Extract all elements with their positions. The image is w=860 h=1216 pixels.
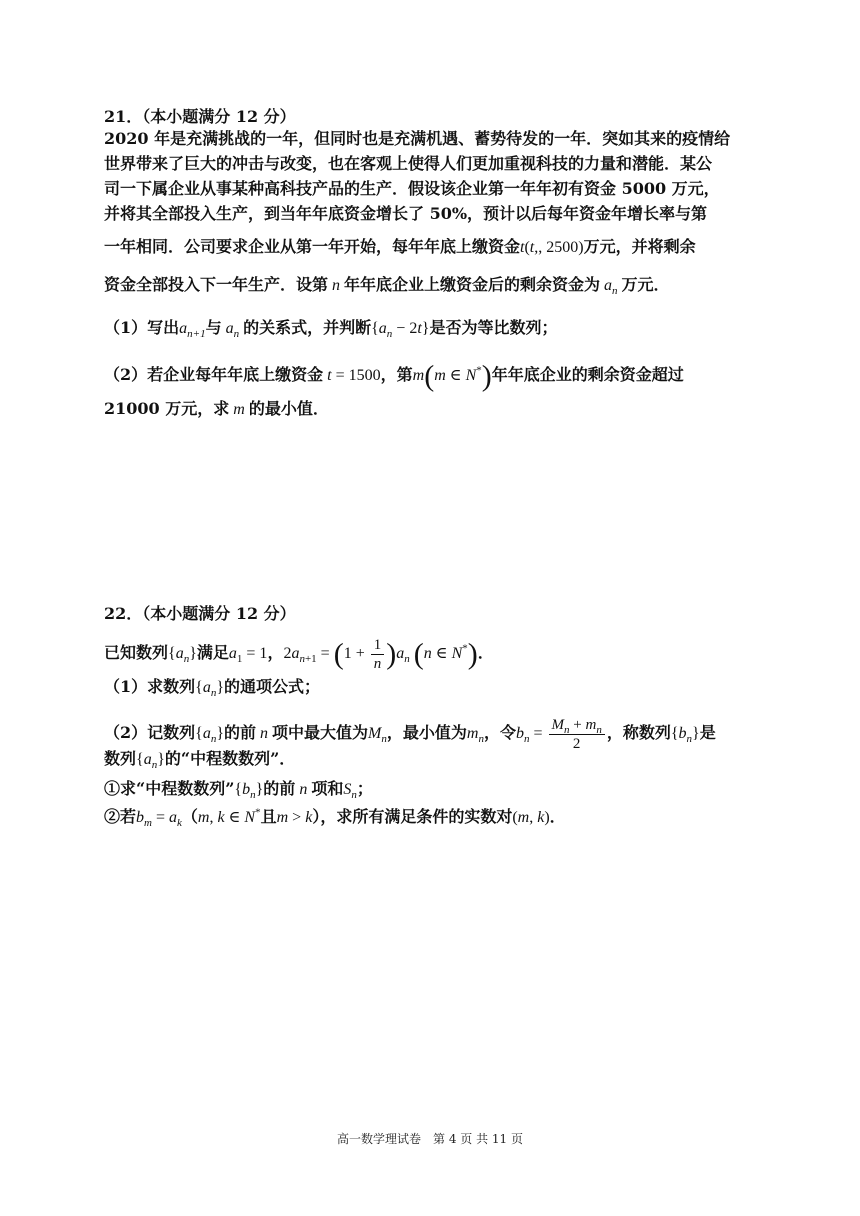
formula-bm-ak: $b_m = a_k$ bbox=[136, 809, 182, 830]
q21-line-6 bbox=[104, 274, 760, 297]
q22-sub-2-cont bbox=[104, 748, 760, 771]
formula-an: $a_n$ bbox=[600, 277, 618, 298]
q22-sub-1-a: （1）求数列 bbox=[104, 677, 196, 696]
q22-circle-1-c: 项和 bbox=[311, 779, 344, 798]
q21-sub-2-c: 年年底企业的剩余资金超过 bbox=[491, 365, 684, 384]
formula-seq-an-4: $\{a_n\}$ bbox=[136, 751, 165, 772]
q22-circle-1 bbox=[104, 778, 760, 801]
q22-sub-1-b: 的通项公式； bbox=[224, 677, 321, 696]
q21-sub-1-d: 是否为等比数列； bbox=[429, 318, 558, 337]
q22-sub-2-b: 的前 bbox=[224, 723, 257, 743]
q22-sub-2-c: 项中最大值为 bbox=[272, 723, 369, 743]
q21-line-5-a: 一年相同．公司要求企业从第一年开始，每年年底上缴资金 bbox=[104, 237, 521, 256]
q21-line-5 bbox=[104, 236, 760, 259]
q22-line-1-d: ． bbox=[477, 643, 494, 663]
q21-line-4: 并将其全部投入生产，到当年年底资金增长了 50%，预计以后每年资金年增长率与第 bbox=[104, 204, 708, 223]
formula-t-range: t(t,, 2500) bbox=[520, 239, 584, 256]
formula-seq-an-2: $\{a_n\}$ bbox=[195, 679, 225, 700]
q21-line-2: 世界带来了巨大的冲击与改变，也在客观上使得人们更加重视科技的力量和潜能．某公 bbox=[104, 154, 713, 173]
q22-circle-2-e: ． bbox=[549, 807, 566, 826]
q22-circle-2-a: ②若 bbox=[104, 807, 137, 826]
q22-sub-1 bbox=[104, 676, 760, 699]
formula-m: m bbox=[229, 401, 249, 418]
q22-heading: 22．（本小题满分 12 分） bbox=[104, 604, 296, 623]
q21-line-1: 2020 年是充满挑战的一年，但同时也是充满机遇、蓄势待发的一年．突如其来的疫情给 bbox=[104, 129, 731, 148]
formula-n: n bbox=[328, 277, 345, 294]
formula-pair-mk: (m, k) bbox=[512, 809, 550, 826]
formula-m-gt-k: m > k bbox=[276, 809, 313, 826]
formula-a1-1: $a_1 = 1$ bbox=[228, 645, 268, 666]
page-footer: 高一数学理试卷 第 4 页 共 11 页 bbox=[337, 1132, 523, 1146]
q22-line-1-b: 满足 bbox=[196, 643, 229, 663]
q21-sub-2-cont bbox=[104, 398, 760, 421]
q21-sub-2 bbox=[104, 359, 760, 393]
q22-sub-2-cont-a: 数列 bbox=[104, 749, 137, 768]
q22-sub-2-e: ，令 bbox=[483, 723, 516, 743]
formula-Sn: $S_n$ bbox=[343, 781, 357, 802]
q22-circle-1-a: ①求“中程数数列” bbox=[104, 779, 235, 798]
q21-line-6-b: 年年底企业上缴资金后的剩余资金为 bbox=[344, 275, 601, 294]
formula-m-in-n: m(m ∈ N*) bbox=[412, 359, 492, 393]
q22-circle-1-b: 的前 bbox=[263, 779, 296, 798]
q22-circle-1-d: ； bbox=[356, 779, 373, 798]
formula-n-2: n bbox=[256, 725, 273, 743]
q22-sub-2-g: 是 bbox=[699, 723, 716, 743]
q21-line-6-c: 万元． bbox=[621, 275, 670, 294]
formula-seq-bn-2: $\{b_n\}$ bbox=[234, 781, 264, 802]
formula-mk-in-n: m, k ∈ N* bbox=[197, 806, 261, 826]
formula-recurrence: $2a_{n+1} = (1$ + $\frac{1}{n}$ )$a_n$ (n ∈ N*) bbox=[283, 637, 478, 672]
formula-bn-def: $b_n$ = $\frac{M_n + m_n}{2}$ bbox=[516, 725, 607, 742]
q21-heading: 21．（本小题满分 12 分） bbox=[104, 107, 296, 126]
q21-sub-1 bbox=[104, 317, 760, 340]
q22-sub-2-a: （2）记数列 bbox=[104, 723, 196, 743]
formula-mn: $m_n$ bbox=[466, 725, 484, 746]
q21-line-5-b: 万元，并将剩余 bbox=[583, 237, 696, 256]
q22-sub-2-f: ，称数列 bbox=[606, 723, 671, 743]
formula-n-3: n bbox=[295, 781, 312, 798]
q22-line-1-c: ， bbox=[267, 643, 284, 663]
formula-Mn: $M_n$ bbox=[368, 725, 387, 746]
formula-an1: $a_{n+1}$ bbox=[179, 320, 206, 341]
q21-line-3: 司一下属企业从事某种高科技产品的生产．假设该企业第一年年初有资金 5000 万元， bbox=[104, 179, 720, 198]
q21-sub-2-b: ，第 bbox=[380, 365, 413, 384]
formula-an-minus-2t: $\{a_n - 2t\}$ bbox=[371, 320, 430, 341]
q22-line-1 bbox=[104, 636, 760, 673]
q21-sub-1-a: （1）写出 bbox=[104, 318, 180, 337]
formula-an-2: $a_n$ bbox=[221, 320, 240, 341]
q22-sub-2-cont-b: 的“中程数数列”． bbox=[164, 749, 296, 768]
formula-seq-bn: $\{b_n\}$ bbox=[670, 725, 700, 746]
formula-t-1500: t = 1500 bbox=[327, 367, 381, 384]
q21-sub-1-b: 与 bbox=[205, 318, 222, 337]
q22-circle-2-d: ），求所有满足条件的实数对 bbox=[312, 807, 513, 826]
q21-sub-2-a: （2）若企业每年年底上缴资金 bbox=[104, 365, 324, 384]
q21-line-6-a: 资金全部投入下一年生产．设第 bbox=[104, 275, 329, 294]
formula-seq-an-3: $\{a_n\}$ bbox=[195, 725, 225, 746]
formula-seq-an: $\{a_n\}$ bbox=[168, 645, 197, 666]
q22-line-1-a: 已知数列 bbox=[104, 643, 169, 663]
q22-circle-2-c: 且 bbox=[260, 807, 277, 826]
q22-sub-2-d: ，最小值为 bbox=[386, 723, 467, 743]
q21-sub-2-e: 的最小值． bbox=[248, 399, 329, 418]
q22-circle-2 bbox=[104, 806, 760, 829]
q22-circle-2-b: （ bbox=[181, 807, 198, 826]
q21-sub-1-c: 的关系式，并判断 bbox=[243, 318, 372, 337]
q21-sub-2-d: 21000 万元，求 bbox=[104, 399, 230, 418]
